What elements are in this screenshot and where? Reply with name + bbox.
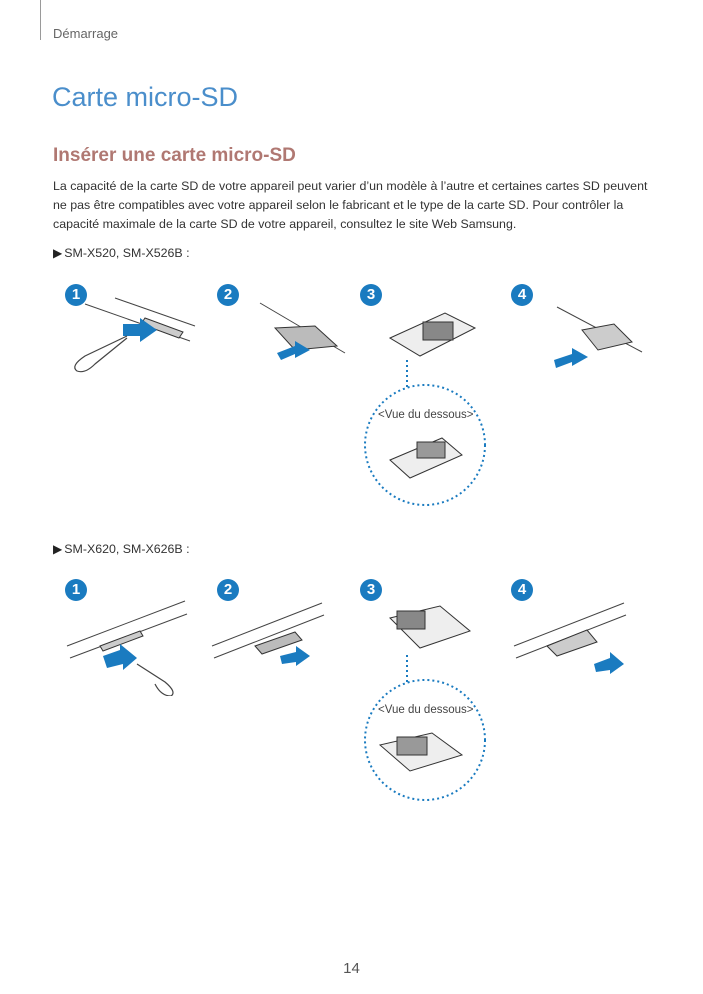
- model-label-2: [53, 542, 190, 556]
- model-label-1: [53, 246, 190, 260]
- page-title: Carte micro-SD: [52, 82, 239, 112]
- page-number: 14: [343, 960, 360, 977]
- eject-pin-illustration: [65, 296, 205, 376]
- triangle-bullet-icon: ▶: [53, 542, 63, 556]
- step-badge-2: 2: [217, 284, 239, 306]
- header-rule: [40, 0, 41, 40]
- section-subtitle: Insérer une carte micro-SD: [53, 145, 296, 166]
- tray-card-illustration: [385, 603, 475, 658]
- tray-insert-illustration: [552, 302, 652, 372]
- bottom-view-illustration-2: [362, 655, 492, 805]
- step-badge-3: 3: [360, 579, 382, 601]
- bottom-view-label-2: <Vue du dessous>: [378, 704, 474, 716]
- bottom-view-label-1: <Vue du dessous>: [378, 409, 474, 421]
- bottom-view-illustration-1: [362, 360, 492, 510]
- step-badge-3: 3: [360, 284, 382, 306]
- step-badge-4: 4: [511, 579, 533, 601]
- eject-pin-illustration: [65, 596, 190, 696]
- tray-removal-illustration: [210, 598, 325, 678]
- tray-insert-illustration: [512, 598, 627, 678]
- step-badge-4: 4: [511, 284, 533, 306]
- model-label-text: SM-X520, SM-X526B :: [64, 246, 190, 260]
- body-paragraph: La capacité de la carte SD de votre appareil peut varier d’un modèle à l’autre et certaines cartes SD peuvent ne pas être compatibles avec votre appareil selon le fabricant et le type de la carte SD. Pour contrôler la capacité maximale de la carte SD de votre appareil, consultez le site Web Samsung.: [53, 179, 648, 231]
- step-badge-2: 2: [217, 579, 239, 601]
- tray-removal-illustration: [255, 298, 355, 368]
- step-badge-1: 1: [65, 284, 87, 306]
- section-label: Démarrage: [53, 26, 119, 41]
- step-badge-1: 1: [65, 579, 87, 601]
- triangle-bullet-icon: ▶: [53, 246, 63, 260]
- model-label-text: SM-X620, SM-X626B :: [64, 542, 190, 556]
- tray-card-illustration: [385, 308, 480, 363]
